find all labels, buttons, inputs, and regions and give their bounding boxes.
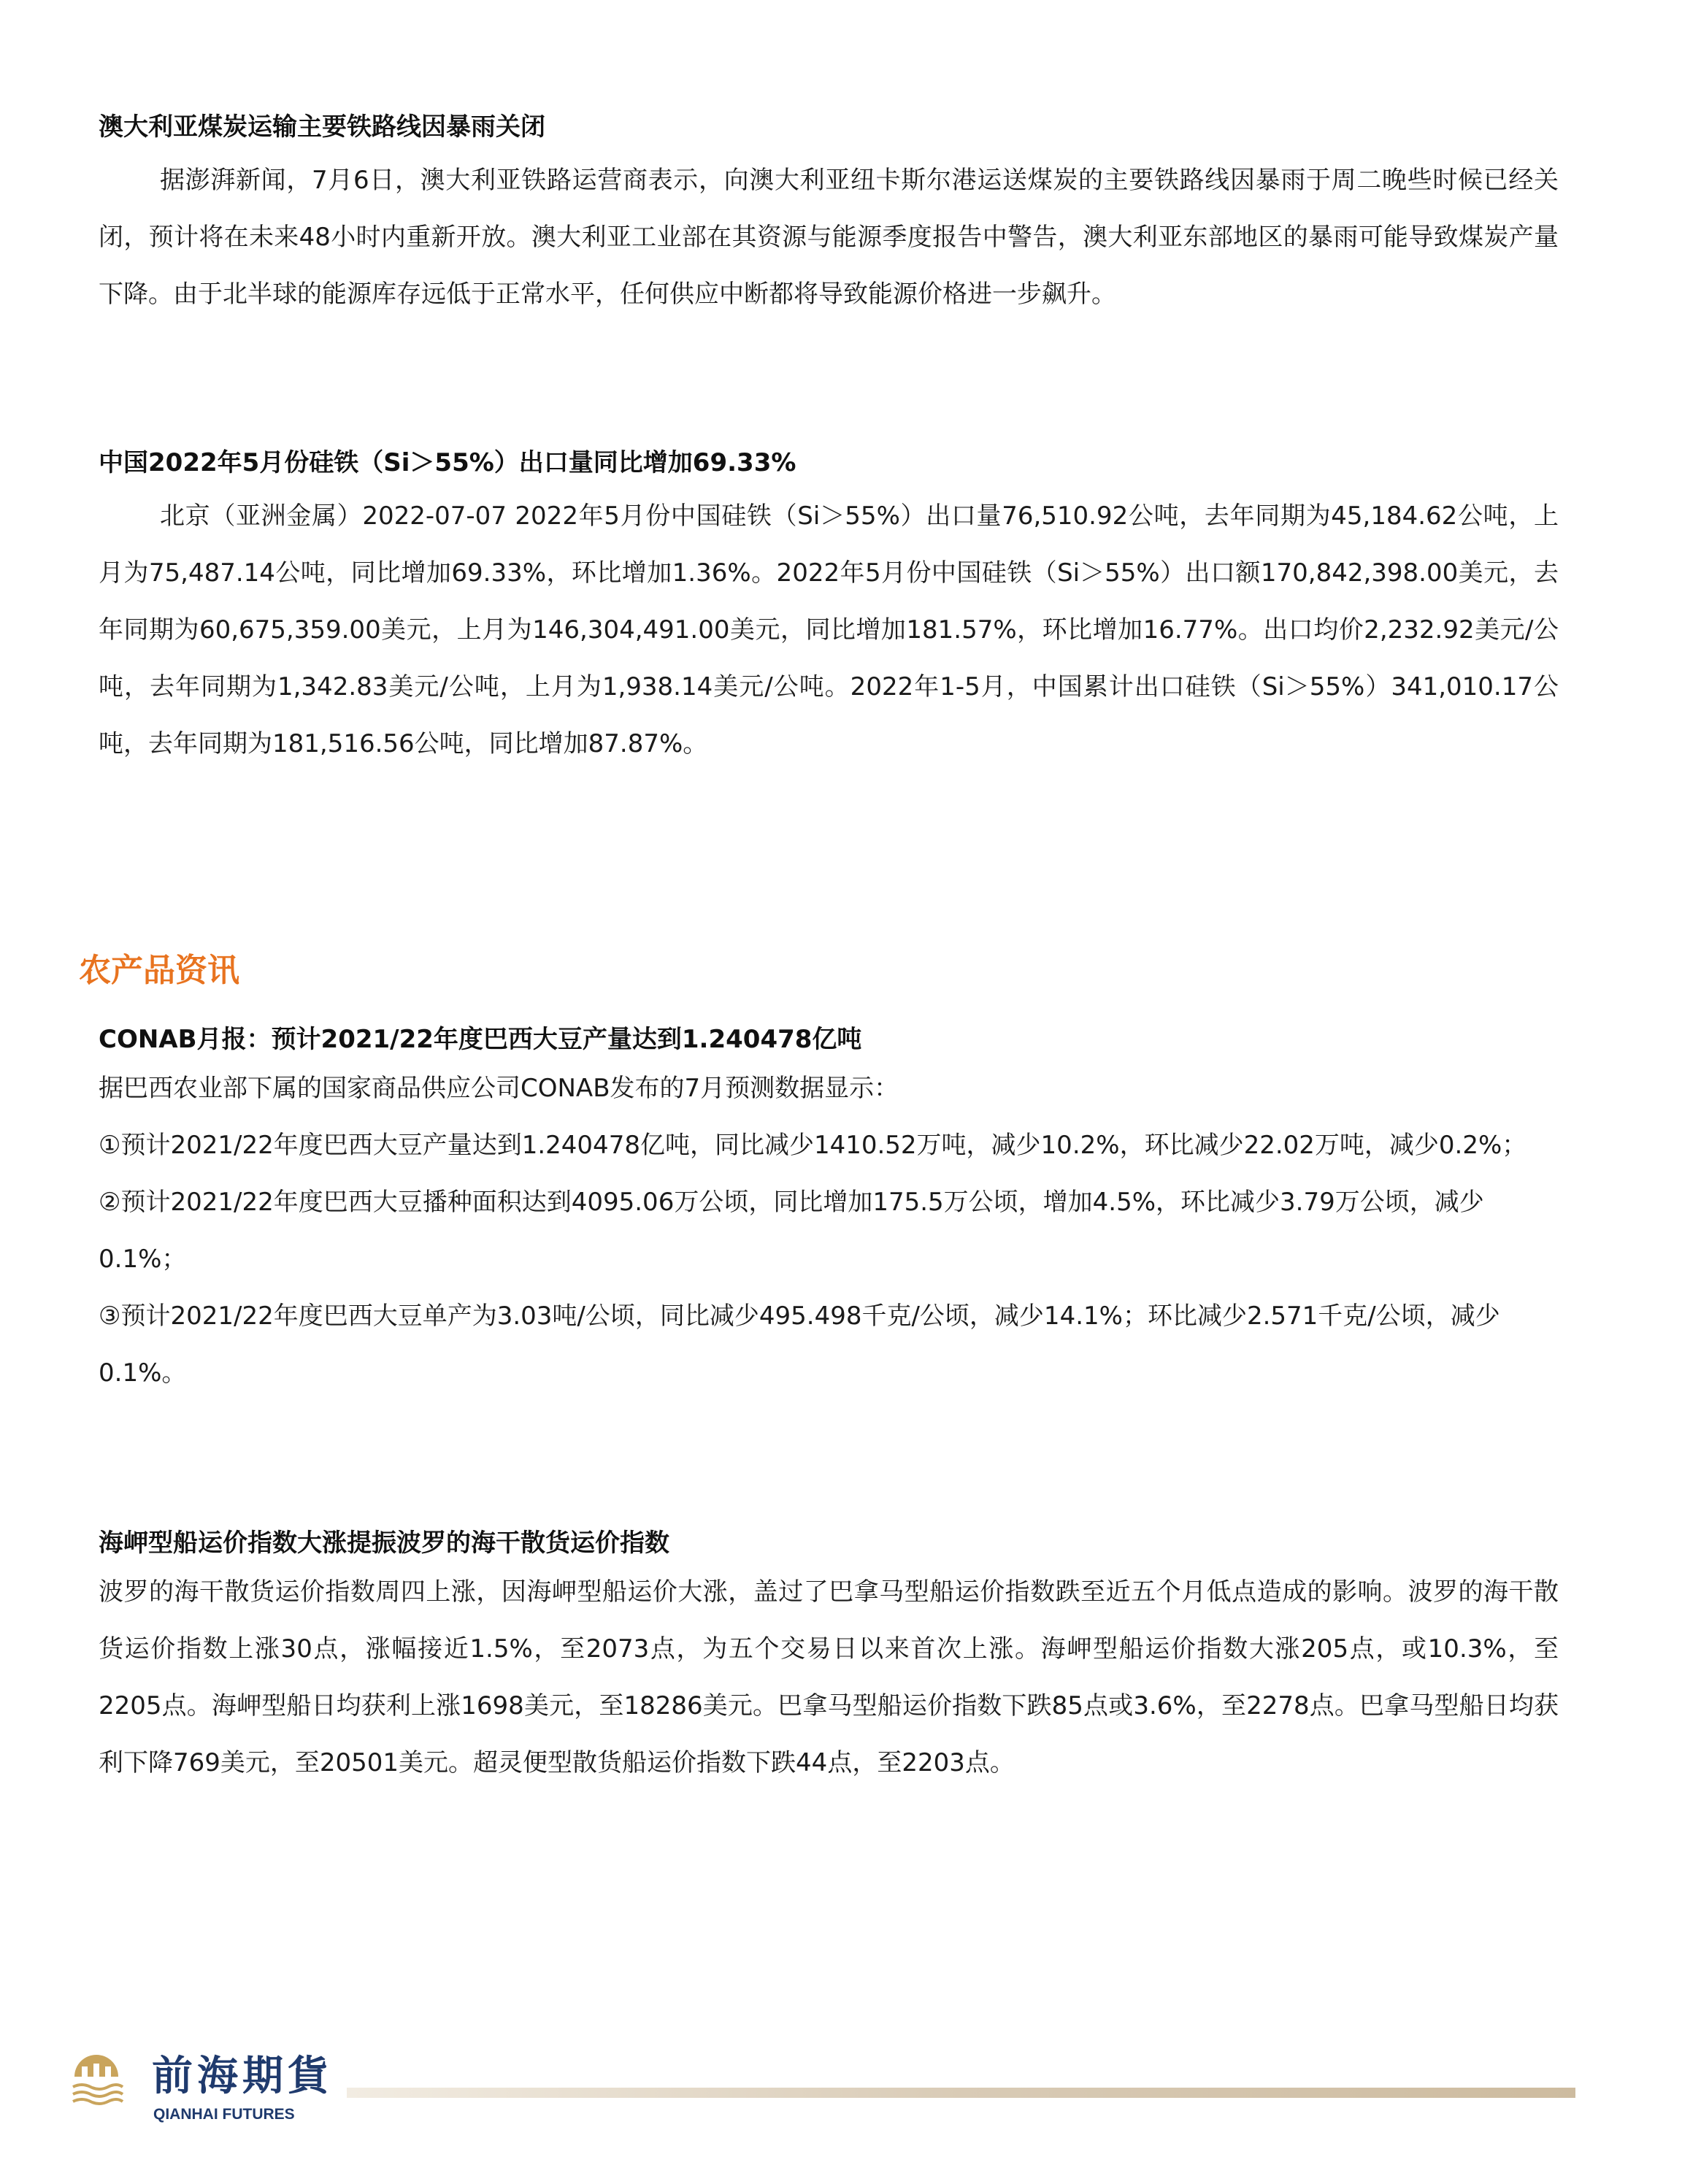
article-intro: 据巴西农业部下属的国家商品供应公司CONAB发布的7月预测数据显示： bbox=[99, 1074, 899, 1103]
article-title: 海岬型船运价指数大涨提振波罗的海干散货运价指数 bbox=[99, 1529, 669, 1558]
brand-name-chinese: 前海期貨 bbox=[152, 2052, 333, 2100]
article-body: 据澎湃新闻，7月6日，澳大利亚铁路运营商表示，向澳大利亚纽卡斯尔港运送煤炭的主要铁路线因暴雨于周二晚些时候已经关闭，预计将在未来48小时内重新开放。澳大利亚工业部在其资源与能源季度报告中警告，澳大利亚东部地区的暴雨可能导致煤炭产量下降。由于北半球的能源库存远低于正常水平，任何供应中断都将导致能源价格进一步飙升。 bbox=[99, 166, 1559, 309]
article-baltic-index bbox=[99, 1526, 1559, 1791]
article-coal-rail bbox=[99, 109, 1559, 323]
article-title: CONAB月报：预计2021/22年度巴西大豆产量达到1.240478亿吨 bbox=[99, 1025, 862, 1054]
article-title: 中国2022年5月份硅铁（Si＞55%）出口量同比增加69.33% bbox=[99, 448, 796, 477]
brand-name-english: QIANHAI FUTURES bbox=[153, 2106, 295, 2123]
article-body: 北京（亚洲金属）2022-07-07 2022年5月份中国硅铁（Si＞55%）出口量76,510.92公吨，去年同期为45,184.62公吨，上月为75,487.14公吨，同比增加69.33%，环比增加1.36%。2022年5月份中国硅铁（Si＞55%）出口额170,842,398.00美元，去年同期为60,675,359.00美元，上月为146,304,491.00美元，同比增加181.57%，环比增加16.77%。出口均价2,232.92美元/公吨，去年同期为1,342.83美元/公吨，上月为1,938.14美元/公吨。2022年1-5月，中国累计出口硅铁（Si＞55%）341,010.17公吨，去年同期为181,516.56公吨，同比增加87.87%。 bbox=[99, 501, 1559, 758]
article-title: 澳大利亚煤炭运输主要铁路线因暴雨关闭 bbox=[99, 112, 545, 142]
list-item: ③预计2021/22年度巴西大豆单产为3.03吨/公顷，同比减少495.498千克/公顷，减少14.1%；环比减少2.571千克/公顷，减少0.1%。 bbox=[99, 1301, 1500, 1388]
list-item: ②预计2021/22年度巴西大豆播种面积达到4095.06万公顷，同比增加175.5万公顷，增加4.5%，环比减少3.79万公顷，减少0.1%； bbox=[99, 1188, 1484, 1274]
article-body: 波罗的海干散货运价指数周四上涨，因海岬型船运价大涨，盖过了巴拿马型船运价指数跌至近五个月低点造成的影响。波罗的海干散货运价指数上涨30点，涨幅接近1.5%，至2073点，为五个交易日以来首次上涨。海岬型船运价指数大涨205点，或10.3%，至2205点。海岬型船日均获利上涨1698美元，至18286美元。巴拿马型船运价指数下跌85点或3.6%，至2278点。巴拿马型船日均获利下降769美元，至20501美元。超灵便型散货船运价指数下跌44点，至2203点。 bbox=[99, 1577, 1559, 1777]
article-ferrosilicon-export bbox=[99, 445, 1559, 772]
article-conab-report bbox=[99, 1022, 1559, 1401]
list-item: ①预计2021/22年度巴西大豆产量达到1.240478亿吨，同比减少1410.52万吨，减少10.2%，环比减少22.02万吨，减少0.2%； bbox=[99, 1131, 1527, 1160]
footer-divider bbox=[347, 2088, 1575, 2098]
section-title-agriculture: 农产品资讯 bbox=[79, 952, 239, 989]
